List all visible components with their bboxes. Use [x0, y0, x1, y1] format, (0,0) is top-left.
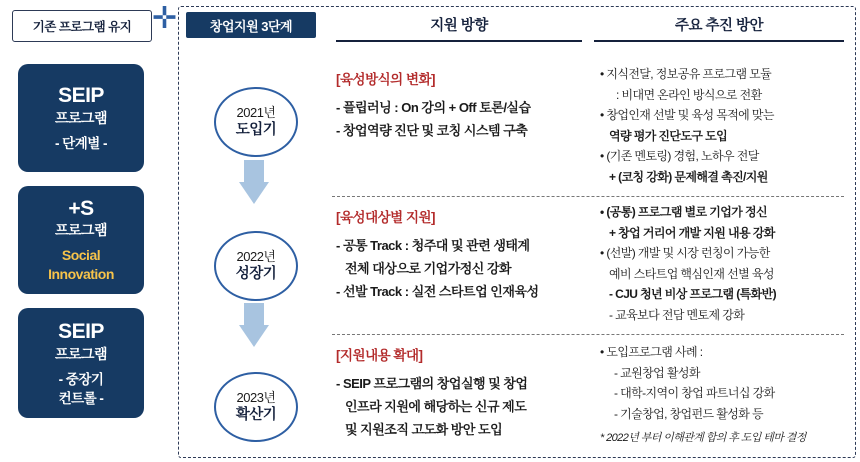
support-line-row1-1: - 플립러닝 : On 강의 + Off 토론/실습 [336, 100, 531, 115]
existing-program-title: 기존 프로그램 유지 [12, 10, 152, 42]
plan-item-row3-3: - 대학-지역이 창업 파트너십 강화 [614, 386, 775, 400]
plan-item-row1-5: • (기존 멘토링) 경험, 노하우 전달 [600, 149, 759, 163]
card1-title: SEIP [58, 84, 104, 107]
timeline-phase-2022: 성장기 [235, 266, 277, 282]
plan-item-row2-2: + 창업 거리어 개발 지원 내용 강화 [609, 225, 775, 240]
column-header-plan-label: 주요 추진 방안 [674, 18, 764, 34]
support-header-row3: [지원내용 확대] [336, 348, 423, 363]
row-separator-2 [332, 334, 844, 335]
plan-item-row2-6: - 교육보다 전담 멘토제 강화 [609, 307, 745, 322]
column-header-plan-rule [594, 40, 844, 42]
support-header-row1: [육성방식의 변화] [336, 72, 436, 87]
left-column [6, 6, 156, 456]
plan-block-row2 [600, 204, 848, 327]
support-block-row1 [336, 68, 586, 143]
plan-item-row2-4: 예비 스타트업 핵심인재 선별 육성 [609, 266, 774, 281]
card2-accent-2: Innovation [48, 266, 114, 282]
plan-footnote: * 2022년 부터 이해관계 합의 후 도입 테마 결정 [600, 432, 806, 444]
column-header-plan [594, 14, 844, 42]
timeline-arrow-2-icon [239, 303, 269, 347]
support-block-row2 [336, 206, 586, 304]
support-header-row2: [육성대상별 지원] [336, 210, 436, 225]
timeline-year-2021: 2021년 [236, 105, 276, 120]
plan-block-row1 [600, 66, 848, 189]
card3-title: SEIP [58, 319, 104, 343]
timeline-phase-2023: 확산기 [235, 407, 277, 423]
plan-item-row1-3: • 창업인재 선발 및 육성 목적에 맞는 [600, 108, 774, 122]
plan-item-row2-1: • (공통) 프로그램 별로 기업가 정신 [600, 205, 767, 219]
support-line-row3-3: 및 지원조직 고도화 방안 도입 [345, 422, 503, 437]
plan-item-row1-1: • 지식전달, 정보공유 프로그램 모듈 [600, 67, 772, 81]
support-line-row3-1: - SEIP 프로그램의 창업실행 및 창업 [336, 376, 528, 391]
card-seip-longterm [18, 308, 144, 418]
card1-subtitle: 프로그램 [54, 110, 108, 126]
timeline-node-2021 [214, 87, 298, 157]
plan-item-row3-4: - 기술창업, 창업펀드 활성화 등 [614, 406, 763, 421]
timeline-node-2022 [214, 231, 298, 301]
support-line-row3-2: 인프라 지원에 해당하는 신규 제도 [345, 399, 527, 414]
plan-item-row3-1: • 도입프로그램 사례 : [600, 345, 703, 359]
plus-icon: ✛ [152, 2, 178, 35]
plan-block-row3 [600, 344, 848, 445]
card2-accent-1: Social [61, 247, 101, 263]
support-line-row2-3: - 선발 Track : 실전 스타트업 인재육성 [336, 284, 539, 299]
plan-item-row1-2: : 비대면 온라인 방식으로 전환 [616, 87, 762, 102]
card1-note: - 단계별 - [54, 136, 108, 151]
timeline-year-2022: 2022년 [236, 249, 276, 264]
support-line-row2-1: - 공통 Track : 청주대 및 관련 생태계 [336, 238, 530, 253]
support-line-row1-2: - 창업역량 진단 및 코칭 시스템 구축 [336, 123, 528, 138]
card-seip-stage [18, 64, 144, 172]
plan-item-row2-5: - CJU 청년 비상 프로그램 (특화반) [609, 287, 776, 301]
column-header-support-rule [336, 40, 582, 42]
timeline-node-2023 [214, 372, 298, 442]
timeline-arrow-1-icon [239, 160, 269, 204]
plan-item-row2-3: • (선발) 개발 및 시장 런칭이 가능한 [600, 246, 770, 260]
card3-note-2: 컨트롤 - [58, 390, 104, 406]
plan-item-row3-2: - 교원창업 활성화 [614, 365, 700, 380]
support-line-row2-2: 전체 대상으로 기업가정신 강화 [345, 261, 512, 276]
card3-note-1: - 중장기 [58, 371, 104, 387]
timeline-year-2023: 2023년 [236, 390, 276, 405]
row-separator-1 [332, 196, 844, 197]
timeline-phase-2021: 도입기 [235, 122, 277, 138]
card2-title: +S [68, 197, 94, 220]
support-block-row3 [336, 344, 586, 442]
card3-subtitle: 프로그램 [54, 345, 108, 362]
column-header-support-label: 지원 방향 [430, 18, 488, 34]
column-header-support [336, 14, 582, 42]
plan-item-row1-4: 역량 평가 진단도구 도입 [609, 128, 728, 143]
stage-title-badge: 창업지원 3단계 [186, 12, 316, 38]
card2-subtitle: 프로그램 [54, 222, 108, 238]
plan-item-row1-6: + (코칭 강화) 문제해결 촉진/지원 [609, 169, 768, 184]
card-plus-s [18, 186, 144, 294]
